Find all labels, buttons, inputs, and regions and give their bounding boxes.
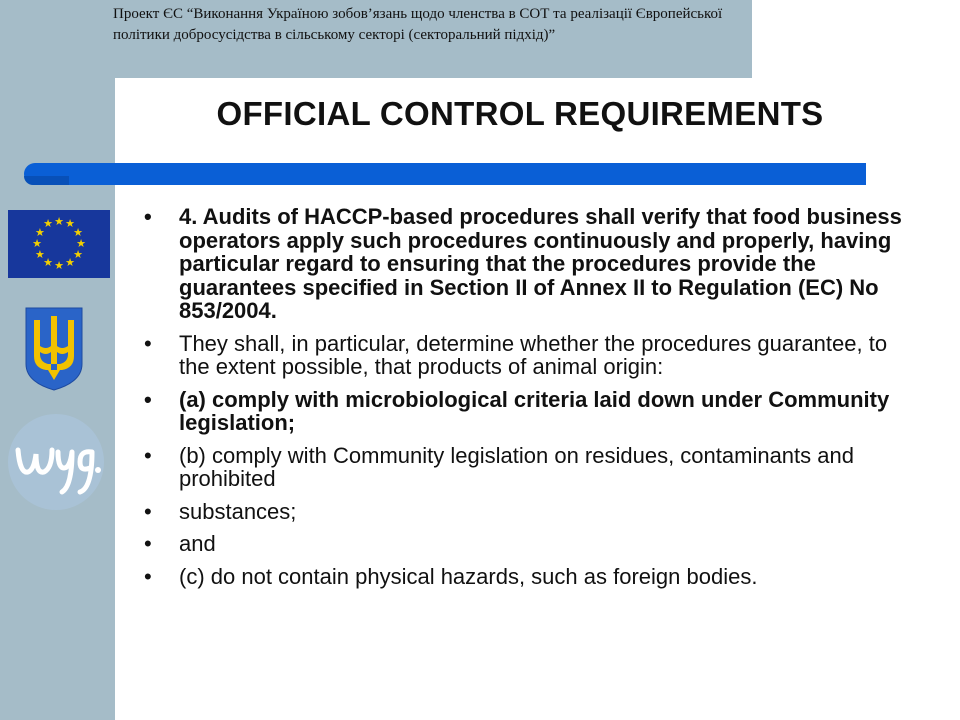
bullet-item [144,444,904,491]
bullet-item [144,205,904,323]
eu-star-icon: ★ [43,218,53,231]
slide-title: OFFICIAL CONTROL REQUIREMENTS [216,95,824,132]
eu-star-icon: ★ [65,256,75,269]
bullet-text: (a) comply with microbiological criteria laid down under Community legislation; [179,386,890,435]
bullet-marker: • [144,386,152,412]
wyg-logo-icon [6,412,106,512]
bullet-text: They shall, in particular, determine whether the procedures guarantee, to the extent possible, that products of animal origin: [179,330,888,379]
bullet-marker: • [144,442,152,468]
eu-star-icon: ★ [73,248,83,261]
ukraine-trident-icon [24,306,84,392]
bullet-list [144,205,904,597]
bullet-marker: • [144,531,152,556]
project-header-note: Проект ЄС “Виконання Україною зобов’язань щодо членства в СОТ та реалізації Європейської політики добросусідства в сільському секторі (секторальний підхід)” [113,6,723,43]
eu-star-icon: ★ [43,256,53,269]
bullet-marker: • [144,498,152,524]
eu-star-icon: ★ [65,218,75,231]
bullet-item [144,565,904,589]
bullet-marker: • [144,204,152,229]
eu-star-icon: ★ [76,237,86,250]
bullet-text: (b) comply with Community legislation on residues, contaminants and prohibited [179,442,854,491]
eu-star-icon: ★ [73,226,83,239]
eu-flag-icon [8,210,110,278]
bullet-item [144,332,904,379]
eu-star-icon: ★ [35,248,45,261]
bullet-text: substances; [179,498,297,524]
bullet-item [144,388,904,435]
eu-star-icon: ★ [32,237,42,250]
bullet-text: 4. Audits of HACCP-based procedures shall verify that food business operators apply such procedures continuously and properly, having particular regard to ensuring that the procedures provide the guarantees specified in Section II of Annex II to Regulation (EC) No 853/2004. [179,204,902,323]
accent-bar [24,163,866,185]
eu-star-icon: ★ [54,259,64,272]
bullet-item [144,500,904,524]
bullet-marker: • [144,330,152,356]
eu-star-icon: ★ [35,226,45,239]
bullet-item [144,532,904,556]
bullet-marker: • [144,563,152,589]
bullet-text: and [179,531,216,556]
bullet-text: (c) do not contain physical hazards, such as foreign bodies. [179,563,758,589]
accent-bar-notch [24,176,69,185]
eu-star-icon: ★ [54,215,64,228]
